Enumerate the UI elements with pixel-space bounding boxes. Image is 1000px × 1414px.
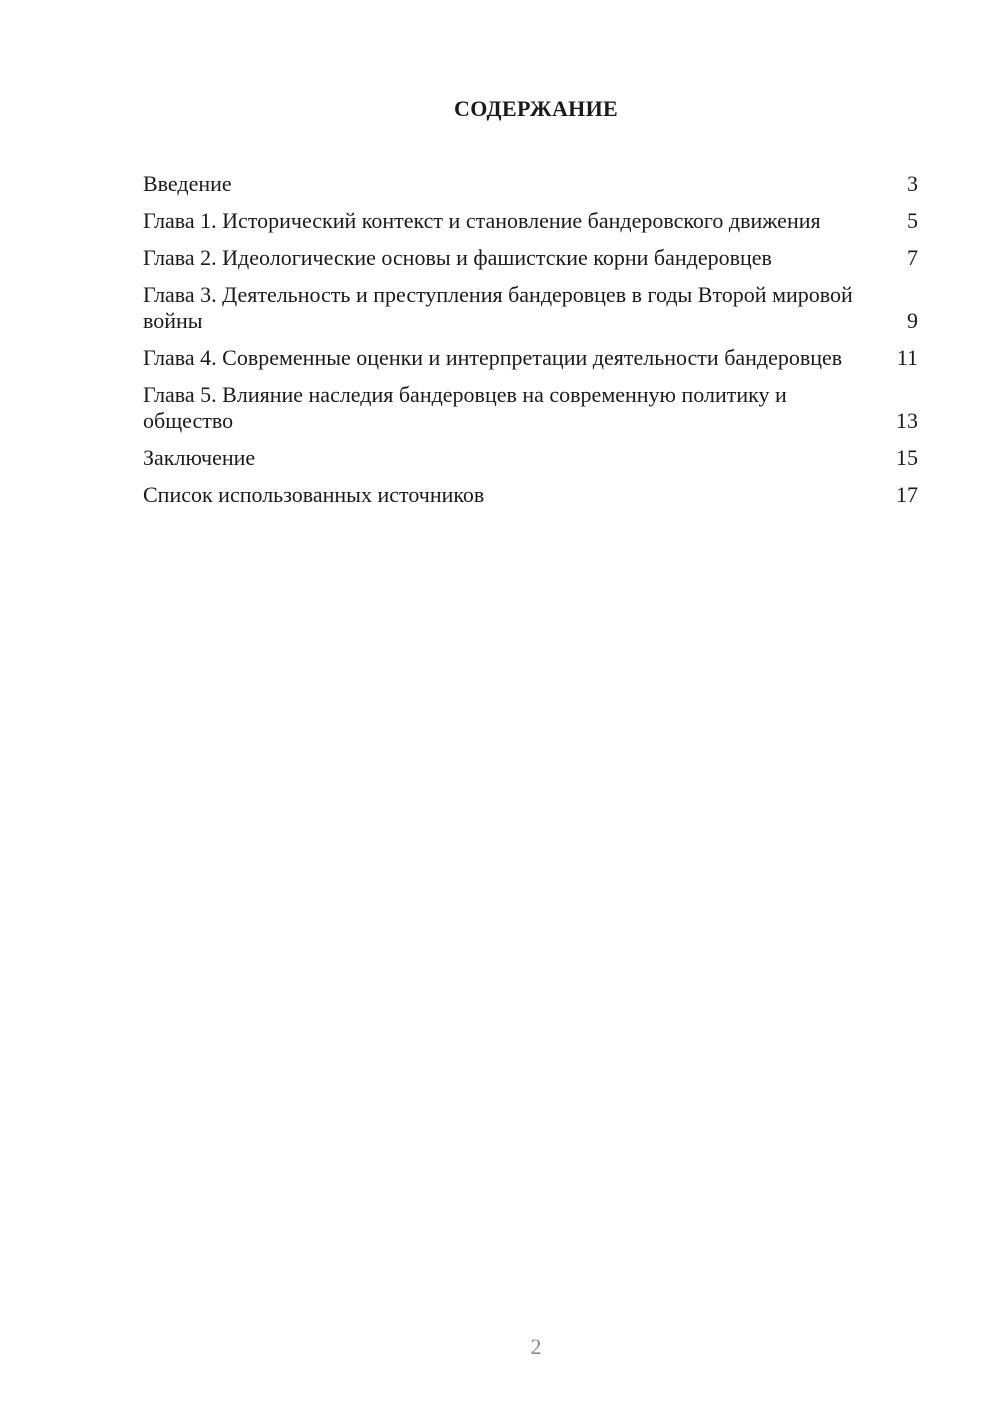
toc-entry-page: 15 <box>896 445 918 470</box>
toc-entry-introduction[interactable] <box>143 171 918 197</box>
toc-entry-title: Глава 2. Идеологические основы и фашистские корни бандеровцев <box>143 245 772 270</box>
toc-entry-title: Заключение <box>143 445 256 470</box>
toc-entry-chapter-3[interactable] <box>143 282 918 334</box>
toc-heading: СОДЕРЖАНИЕ <box>454 96 618 121</box>
toc-entry-page: 3 <box>907 171 918 196</box>
toc-entry-references[interactable] <box>143 482 918 508</box>
toc-entry-page: 13 <box>896 408 918 433</box>
toc-entry-title: Глава 4. Современные оценки и интерпретации деятельности бандеровцев <box>143 345 843 370</box>
toc-entry-title: Список использованных источников <box>143 482 485 507</box>
page-number: 2 <box>530 1334 542 1359</box>
toc-entry-title: Глава 1. Исторический контекст и становление бандеровского движения <box>143 208 821 233</box>
toc-entry-page: 5 <box>907 208 918 233</box>
toc-entry-chapter-4[interactable] <box>143 345 918 371</box>
toc-entry-conclusion[interactable] <box>143 445 918 471</box>
toc-entry-page: 17 <box>896 482 918 507</box>
toc-entry-title: Введение <box>143 171 232 196</box>
toc-entry-chapter-5[interactable] <box>143 382 918 434</box>
toc-entry-page: 11 <box>896 345 918 370</box>
toc-entry-title: Глава 3. Деятельность и преступления бандеровцев в годы Второй мировой войны <box>143 282 853 333</box>
toc-entry-chapter-2[interactable] <box>143 245 918 271</box>
toc-entry-chapter-1[interactable] <box>143 208 918 234</box>
toc-entry-title: Глава 5. Влияние наследия бандеровцев на современную политику и общество <box>143 382 787 433</box>
table-of-contents <box>143 171 918 519</box>
toc-entry-page: 9 <box>907 308 918 333</box>
toc-entry-page: 7 <box>907 245 918 270</box>
